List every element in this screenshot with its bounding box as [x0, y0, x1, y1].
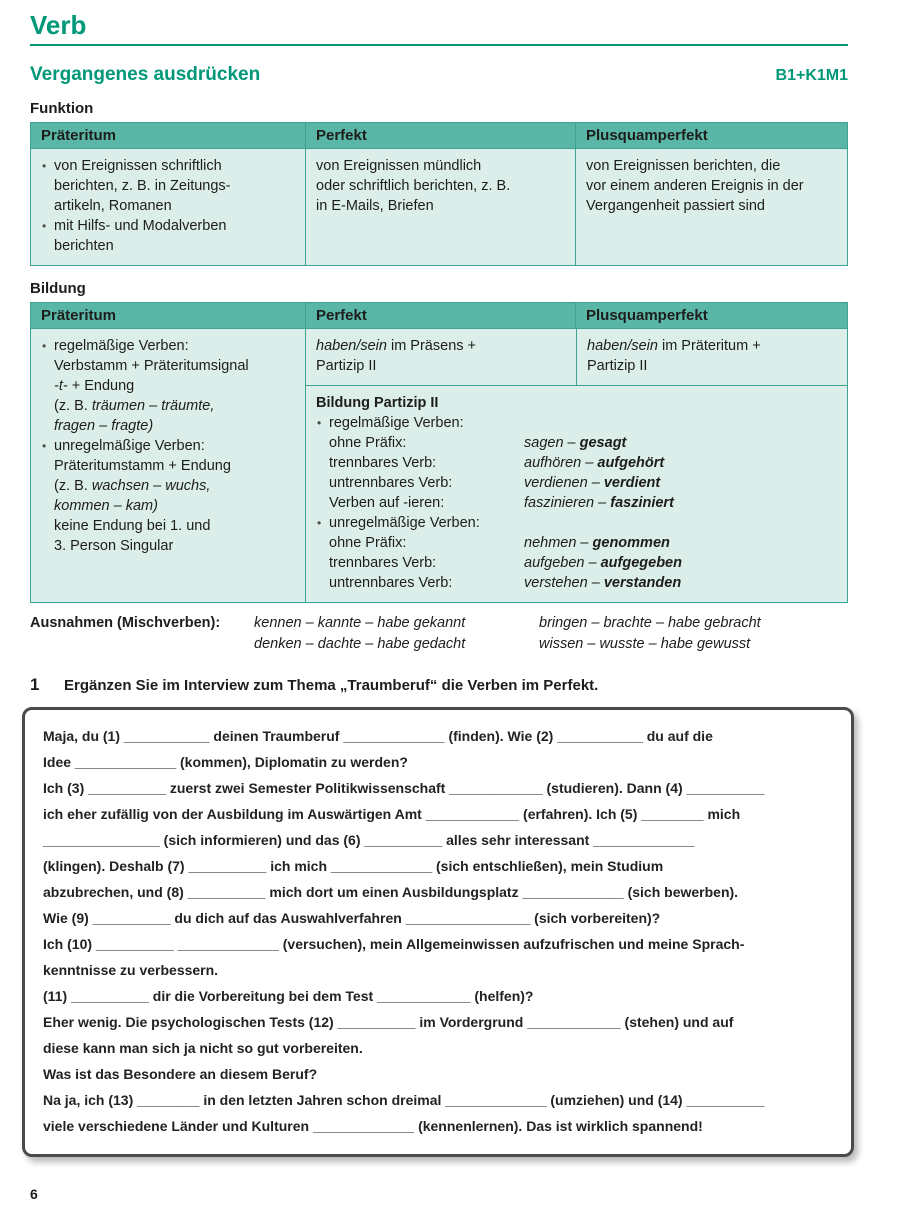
interview-line: Wie (9) __________ du dich auf das Auswahlverfahren ________________ (sich vorbereiten)? [43, 910, 661, 926]
partizip-row: ohne Präfix: nehmen – genommen [329, 535, 670, 551]
text-line: vor einem anderen Ereignis in der [586, 178, 804, 194]
funktion-praeteritum-cell [31, 149, 305, 265]
text-line: Präteritumstamm + Endung [54, 458, 231, 474]
funktion-header-perfekt: Perfekt [305, 123, 575, 148]
ausnahmen-example: wissen – wusste – habe gewusst [539, 636, 751, 652]
funktion-header-praeteritum: Präteritum [41, 127, 117, 144]
funktion-table-header [31, 123, 847, 148]
text-line: 3. Person Singular [54, 538, 174, 554]
funktion-header-plusquamperfekt: Plusquamperfekt [575, 123, 847, 148]
bildung-plusquamperfekt-cell [576, 329, 847, 385]
text-line: Verbstamm + Präteritumsignal [54, 358, 249, 374]
interview-line: kenntnisse zu verbessern. [43, 962, 219, 978]
partizip-row: trennbares Verb: aufhören – aufgehört [329, 455, 665, 471]
section-title: Vergangenes ausdrücken [30, 64, 261, 85]
partizip-groups [316, 413, 837, 593]
text-line: • von Ereignissen schriftlich [41, 156, 295, 176]
ausnahmen-example: denken – dachte – habe gedacht [254, 636, 466, 652]
interview-box [22, 707, 854, 1157]
partizip-row: untrennbares Verb: verstehen – verstanden [329, 575, 682, 591]
bildung-header-praeteritum: Präteritum [41, 307, 117, 324]
interview-line: Maja, du (1) ___________ deinen Traumberuf _____________ (finden). Wie (2) ___________ du auf die [43, 728, 713, 744]
interview-line: (klingen). Deshalb (7) __________ ich mich _____________ (sich entschließen), mein Studium [43, 858, 664, 874]
bildung-heading: Bildung [30, 280, 86, 297]
ausnahmen-section [30, 613, 848, 655]
exercise-number: 1 [30, 675, 40, 694]
partizip-row: untrennbares Verb: verdienen – verdient [329, 475, 661, 491]
text-line: (z. B. wachsen – wuchs, [54, 478, 211, 494]
text-line: Partizip II [316, 358, 377, 374]
text-line: berichten, z. B. in Zeitungs- [54, 178, 231, 194]
bildung-header-plusquamperfekt: Plusquamperfekt [575, 303, 847, 328]
ausnahmen-example: kennen – kannte – habe gekannt [254, 615, 466, 631]
text-line: von Ereignissen berichten, die [586, 158, 781, 174]
text-line: -t- + Endung [54, 378, 135, 394]
text-line: haben/sein im Präsens + [316, 338, 476, 354]
interview-line: abzubrechen, und (8) __________ mich dort um einen Ausbildungsplatz _____________ (sich bewerben). [43, 884, 739, 900]
text-line: artikeln, Romanen [54, 198, 172, 214]
interview-line: (11) __________ dir die Vorbereitung bei dem Test ____________ (helfen)? [43, 988, 534, 1004]
text-line: Vergangenheit passiert sind [586, 198, 765, 214]
text-line: • regelmäßige Verben: [41, 336, 295, 356]
page-title: Verb [30, 10, 87, 40]
exercise-header [30, 675, 848, 695]
text-line: berichten [54, 238, 114, 254]
bildung-header-perfekt: Perfekt [305, 303, 575, 328]
bildung-perfekt-cell [306, 329, 576, 385]
text-line: von Ereignissen mündlich [316, 158, 482, 174]
bildung-praeteritum-cell [31, 329, 305, 602]
level-badge: B1+K1M1 [775, 67, 848, 84]
partizip-row: trennbares Verb: aufgeben – aufgegeben [329, 555, 682, 571]
ausnahmen-label: Ausnahmen (Mischverben): [30, 615, 221, 631]
text-line: • mit Hilfs- und Modalverben [41, 216, 295, 236]
text-line: (z. B. träumen – träumte, [54, 398, 215, 414]
title-rule [30, 44, 848, 46]
bildung-table-header [31, 303, 847, 328]
page-number: 6 [30, 1186, 38, 1202]
interview-line: Ich (10) __________ _____________ (versuchen), mein Allgemeinwissen aufzufrischen und meine Sprach- [43, 936, 745, 952]
text-line: oder schriftlich berichten, z. B. [316, 178, 511, 194]
ausnahmen-column-2 [539, 613, 848, 655]
funktion-table-body [31, 148, 847, 265]
section-header [30, 64, 848, 86]
funktion-table [30, 122, 848, 266]
interview-line: Was ist das Besondere an diesem Beruf? [43, 1066, 318, 1082]
text-line: Partizip II [587, 358, 648, 374]
text-line: fragen – fragte) [54, 418, 154, 434]
interview-line: Ich (3) __________ zuerst zwei Semester Politikwissenschaft ____________ (studieren). Dann (4) __________ [43, 780, 765, 796]
interview-line: viele verschiedene Länder und Kulturen _____________ (kennenlernen). Das ist wirklich spannend! [43, 1118, 703, 1134]
text-line: • unregelmäßige Verben: [41, 436, 295, 456]
interview-line: _______________ (sich informieren) und das (6) __________ alles sehr interessant _____________ [43, 832, 695, 848]
bildung-right-column [305, 329, 847, 602]
partizip-group-label: • regelmäßige Verben: [316, 413, 837, 433]
interview-line: Idee _____________ (kommen), Diplomatin zu werden? [43, 754, 408, 770]
partizip-cell [306, 386, 847, 602]
partizip-group-label: • unregelmäßige Verben: [316, 513, 837, 533]
funktion-heading: Funktion [30, 100, 94, 117]
funktion-plusquamperfekt-cell [575, 149, 847, 265]
text-line: haben/sein im Präteritum + [587, 338, 761, 354]
partizip-row: ohne Präfix: sagen – gesagt [329, 435, 627, 451]
interview-line: Na ja, ich (13) ________ in den letzten Jahren schon dreimal _____________ (umziehen) und (14) __________ [43, 1092, 765, 1108]
interview-line: Eher wenig. Die psychologischen Tests (12) __________ im Vordergrund ____________ (stehen) und auf [43, 1014, 734, 1030]
partizip-title: Bildung Partizip II [316, 395, 439, 411]
bildung-table-body [31, 328, 847, 602]
interview-line: ich eher zufällig von der Ausbildung im Auswärtigen Amt ____________ (erfahren). Ich (5) ________ mich [43, 806, 741, 822]
text-line: keine Endung bei 1. und [54, 518, 211, 534]
ausnahmen-column-1 [254, 613, 539, 655]
text-line: kommen – kam) [54, 498, 158, 514]
exercise-instruction: Ergänzen Sie im Interview zum Thema „Traumberuf“ die Verben im Perfekt. [64, 677, 599, 694]
ausnahmen-example: bringen – brachte – habe gebracht [539, 615, 761, 631]
bildung-table [30, 302, 848, 603]
funktion-perfekt-cell [305, 149, 575, 265]
bildung-top-row [306, 329, 847, 386]
partizip-row: Verben auf -ieren: faszinieren – fasziniert [329, 495, 674, 511]
text-line: in E-Mails, Briefen [316, 198, 434, 214]
interview-line: diese kann man sich ja nicht so gut vorbereiten. [43, 1040, 363, 1056]
